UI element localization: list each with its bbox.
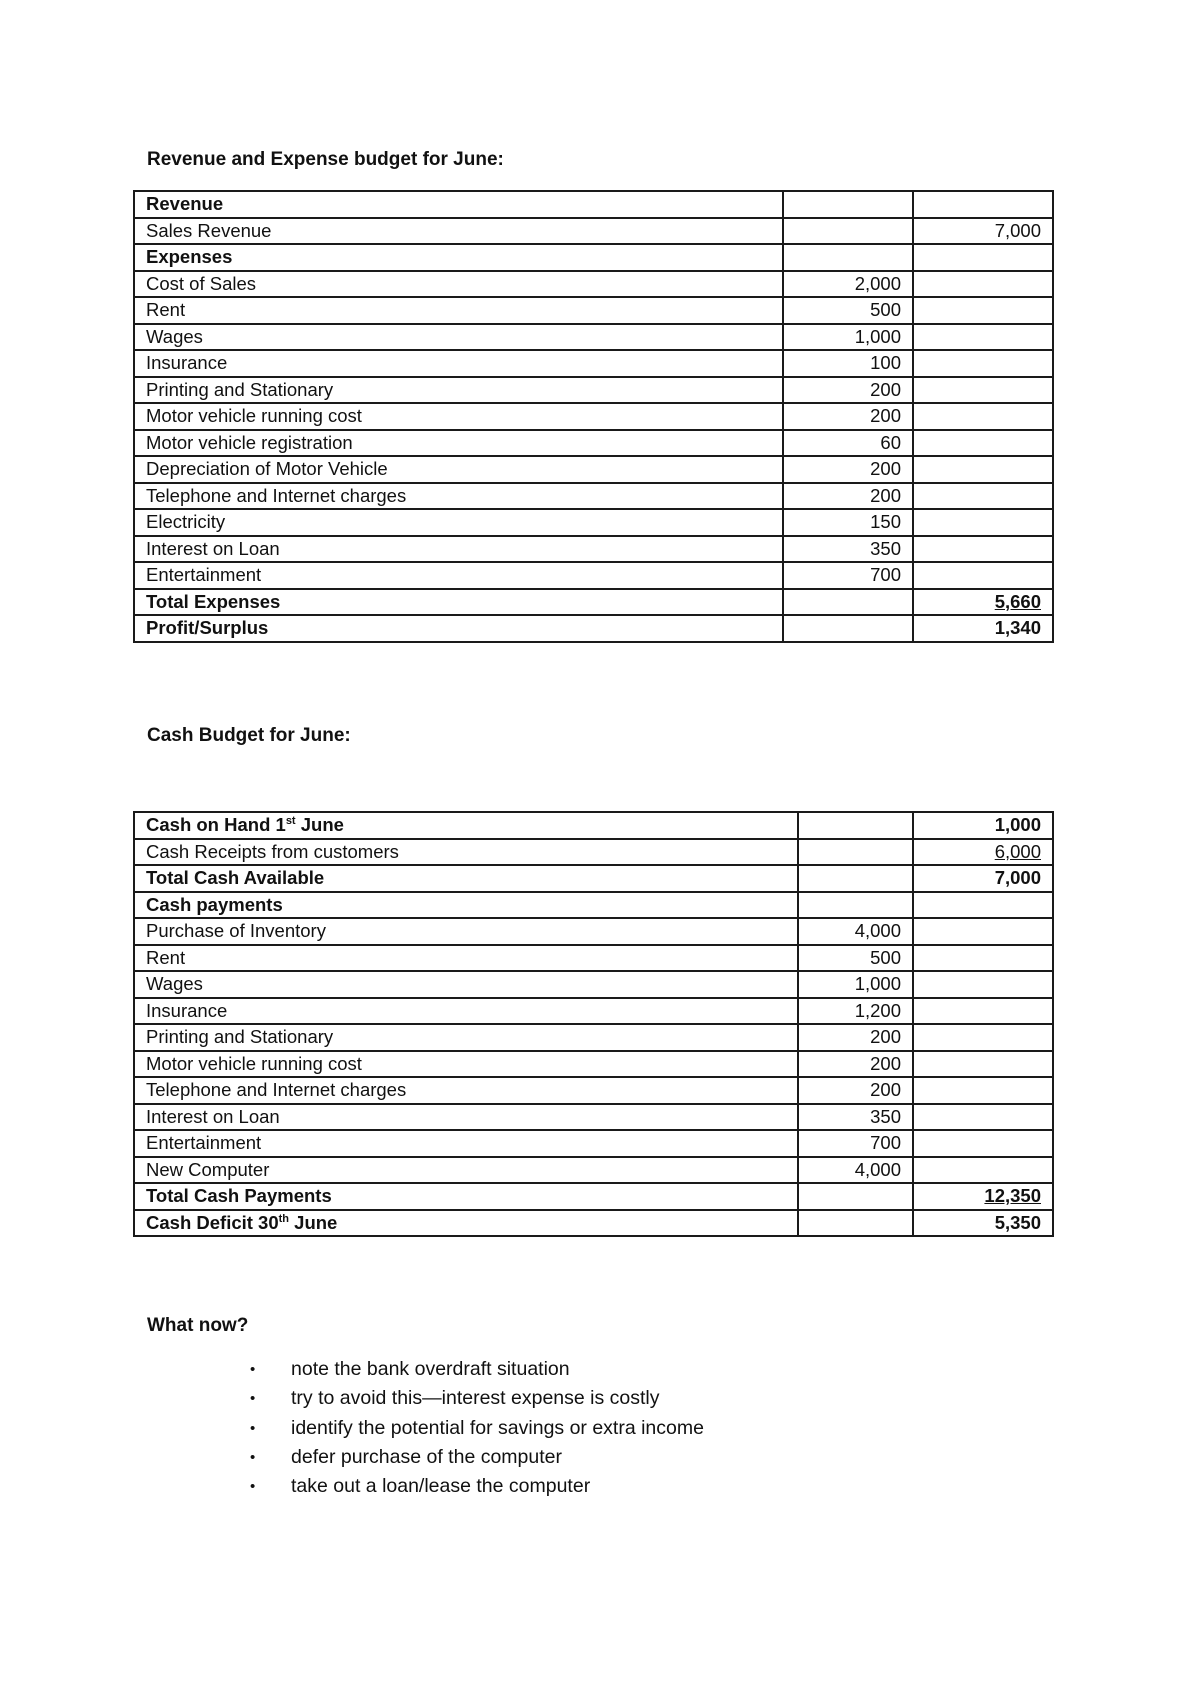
- table-row: [134, 456, 1053, 483]
- row-label: Wages: [134, 971, 798, 998]
- row-label: Interest on Loan: [134, 536, 783, 563]
- total-cell: 1,340: [913, 615, 1053, 642]
- amount-cell: 350: [798, 1104, 913, 1131]
- row-label: Electricity: [134, 509, 783, 536]
- list-item: • note the bank overdraft situation: [250, 1355, 704, 1384]
- what-now-title: What now?: [147, 1315, 249, 1336]
- amount-cell: 2,000: [783, 271, 913, 298]
- amount-cell: 200: [783, 403, 913, 430]
- revenue-expense-table: [133, 190, 1054, 643]
- total-cell: 6,000: [913, 839, 1053, 866]
- amount-cell: 100: [783, 350, 913, 377]
- total-cell: [913, 892, 1053, 919]
- amount-cell: [783, 589, 913, 616]
- total-cell: [913, 971, 1053, 998]
- total-cell: [913, 509, 1053, 536]
- row-label: Telephone and Internet charges: [134, 483, 783, 510]
- table-row: [134, 1024, 1053, 1051]
- row-label: Interest on Loan: [134, 1104, 798, 1131]
- row-label: Wages: [134, 324, 783, 351]
- total-cell: [913, 350, 1053, 377]
- cash-budget-table: [133, 811, 1054, 1237]
- amount-cell: 1,000: [783, 324, 913, 351]
- total-cell: [913, 562, 1053, 589]
- revenue-budget-title: Revenue and Expense budget for June:: [147, 149, 504, 170]
- amount-cell: [783, 244, 913, 271]
- table-row: [134, 430, 1053, 457]
- amount-cell: 150: [783, 509, 913, 536]
- row-label: Depreciation of Motor Vehicle: [134, 456, 783, 483]
- amount-cell: 700: [798, 1130, 913, 1157]
- table-row: [134, 271, 1053, 298]
- total-cell: [913, 1130, 1053, 1157]
- amount-cell: [798, 892, 913, 919]
- amount-cell: [798, 1183, 913, 1210]
- table-row: [134, 297, 1053, 324]
- row-label: Cash Deficit 30th June: [134, 1210, 798, 1237]
- list-item: • take out a loan/lease the computer: [250, 1472, 704, 1501]
- table-row: [134, 812, 1053, 839]
- table-row: [134, 1130, 1053, 1157]
- recommendations-list: [250, 1355, 704, 1501]
- row-label: Insurance: [134, 350, 783, 377]
- amount-cell: 200: [798, 1024, 913, 1051]
- amount-cell: 60: [783, 430, 913, 457]
- amount-cell: 1,000: [798, 971, 913, 998]
- table-row: [134, 350, 1053, 377]
- total-cell: [913, 918, 1053, 945]
- total-cell: [913, 456, 1053, 483]
- amount-cell: [783, 615, 913, 642]
- amount-cell: 350: [783, 536, 913, 563]
- table-row: [134, 1104, 1053, 1131]
- table-row: [134, 244, 1053, 271]
- row-label: Profit/Surplus: [134, 615, 783, 642]
- amount-cell: 500: [798, 945, 913, 972]
- table-row: [134, 1183, 1053, 1210]
- row-label: Revenue: [134, 191, 783, 218]
- list-item: • defer purchase of the computer: [250, 1443, 704, 1472]
- table-row: [134, 839, 1053, 866]
- total-cell: [913, 1077, 1053, 1104]
- table-row: [134, 403, 1053, 430]
- amount-cell: 200: [783, 377, 913, 404]
- amount-cell: 200: [783, 456, 913, 483]
- total-cell: 7,000: [913, 218, 1053, 245]
- amount-cell: 4,000: [798, 1157, 913, 1184]
- total-cell: 5,350: [913, 1210, 1053, 1237]
- row-label: Rent: [134, 945, 798, 972]
- total-cell: [913, 324, 1053, 351]
- row-label: Rent: [134, 297, 783, 324]
- total-cell: [913, 1104, 1053, 1131]
- table-row: [134, 483, 1053, 510]
- table-row: [134, 377, 1053, 404]
- row-label: Entertainment: [134, 1130, 798, 1157]
- amount-cell: [798, 865, 913, 892]
- amount-cell: 500: [783, 297, 913, 324]
- table-row: [134, 562, 1053, 589]
- amount-cell: [783, 218, 913, 245]
- table-row: [134, 218, 1053, 245]
- amount-cell: 200: [798, 1051, 913, 1078]
- row-label: Printing and Stationary: [134, 1024, 798, 1051]
- list-item: • identify the potential for savings or extra income: [250, 1414, 704, 1443]
- table-row: [134, 615, 1053, 642]
- total-cell: [913, 430, 1053, 457]
- row-label: Telephone and Internet charges: [134, 1077, 798, 1104]
- row-label: Motor vehicle registration: [134, 430, 783, 457]
- total-cell: [913, 403, 1053, 430]
- amount-cell: [798, 812, 913, 839]
- row-label: Printing and Stationary: [134, 377, 783, 404]
- amount-cell: [798, 1210, 913, 1237]
- total-cell: [913, 483, 1053, 510]
- row-label: Total Cash Payments: [134, 1183, 798, 1210]
- table-row: [134, 1210, 1053, 1237]
- total-cell: [913, 1051, 1053, 1078]
- table-row: [134, 589, 1053, 616]
- total-cell: 7,000: [913, 865, 1053, 892]
- amount-cell: [783, 191, 913, 218]
- row-label: Cash Receipts from customers: [134, 839, 798, 866]
- table-row: [134, 191, 1053, 218]
- row-label: Cash on Hand 1st June: [134, 812, 798, 839]
- amount-cell: 4,000: [798, 918, 913, 945]
- total-cell: [913, 1157, 1053, 1184]
- amount-cell: 200: [783, 483, 913, 510]
- row-label: Motor vehicle running cost: [134, 403, 783, 430]
- row-label: Sales Revenue: [134, 218, 783, 245]
- total-cell: [913, 998, 1053, 1025]
- row-label: Insurance: [134, 998, 798, 1025]
- total-cell: 1,000: [913, 812, 1053, 839]
- amount-cell: 700: [783, 562, 913, 589]
- row-label: Expenses: [134, 244, 783, 271]
- total-cell: [913, 244, 1053, 271]
- row-label: Entertainment: [134, 562, 783, 589]
- table-row: [134, 971, 1053, 998]
- table-row: [134, 945, 1053, 972]
- amount-cell: [798, 839, 913, 866]
- total-cell: [913, 191, 1053, 218]
- table-row: [134, 1157, 1053, 1184]
- total-cell: [913, 945, 1053, 972]
- table-row: [134, 324, 1053, 351]
- row-label: New Computer: [134, 1157, 798, 1184]
- table-row: [134, 509, 1053, 536]
- row-label: Total Expenses: [134, 589, 783, 616]
- list-item: • try to avoid this—interest expense is costly: [250, 1384, 704, 1413]
- table-row: [134, 865, 1053, 892]
- total-cell: [913, 271, 1053, 298]
- table-row: [134, 892, 1053, 919]
- total-cell: 12,350: [913, 1183, 1053, 1210]
- row-label: Motor vehicle running cost: [134, 1051, 798, 1078]
- table-row: [134, 1077, 1053, 1104]
- amount-cell: 1,200: [798, 998, 913, 1025]
- table-row: [134, 536, 1053, 563]
- table-row: [134, 1051, 1053, 1078]
- total-cell: [913, 297, 1053, 324]
- total-cell: [913, 1024, 1053, 1051]
- row-label: Total Cash Available: [134, 865, 798, 892]
- cash-budget-title: Cash Budget for June:: [147, 725, 351, 746]
- amount-cell: 200: [798, 1077, 913, 1104]
- table-row: [134, 918, 1053, 945]
- row-label: Cost of Sales: [134, 271, 783, 298]
- total-cell: [913, 536, 1053, 563]
- total-cell: 5,660: [913, 589, 1053, 616]
- row-label: Cash payments: [134, 892, 798, 919]
- row-label: Purchase of Inventory: [134, 918, 798, 945]
- table-row: [134, 998, 1053, 1025]
- total-cell: [913, 377, 1053, 404]
